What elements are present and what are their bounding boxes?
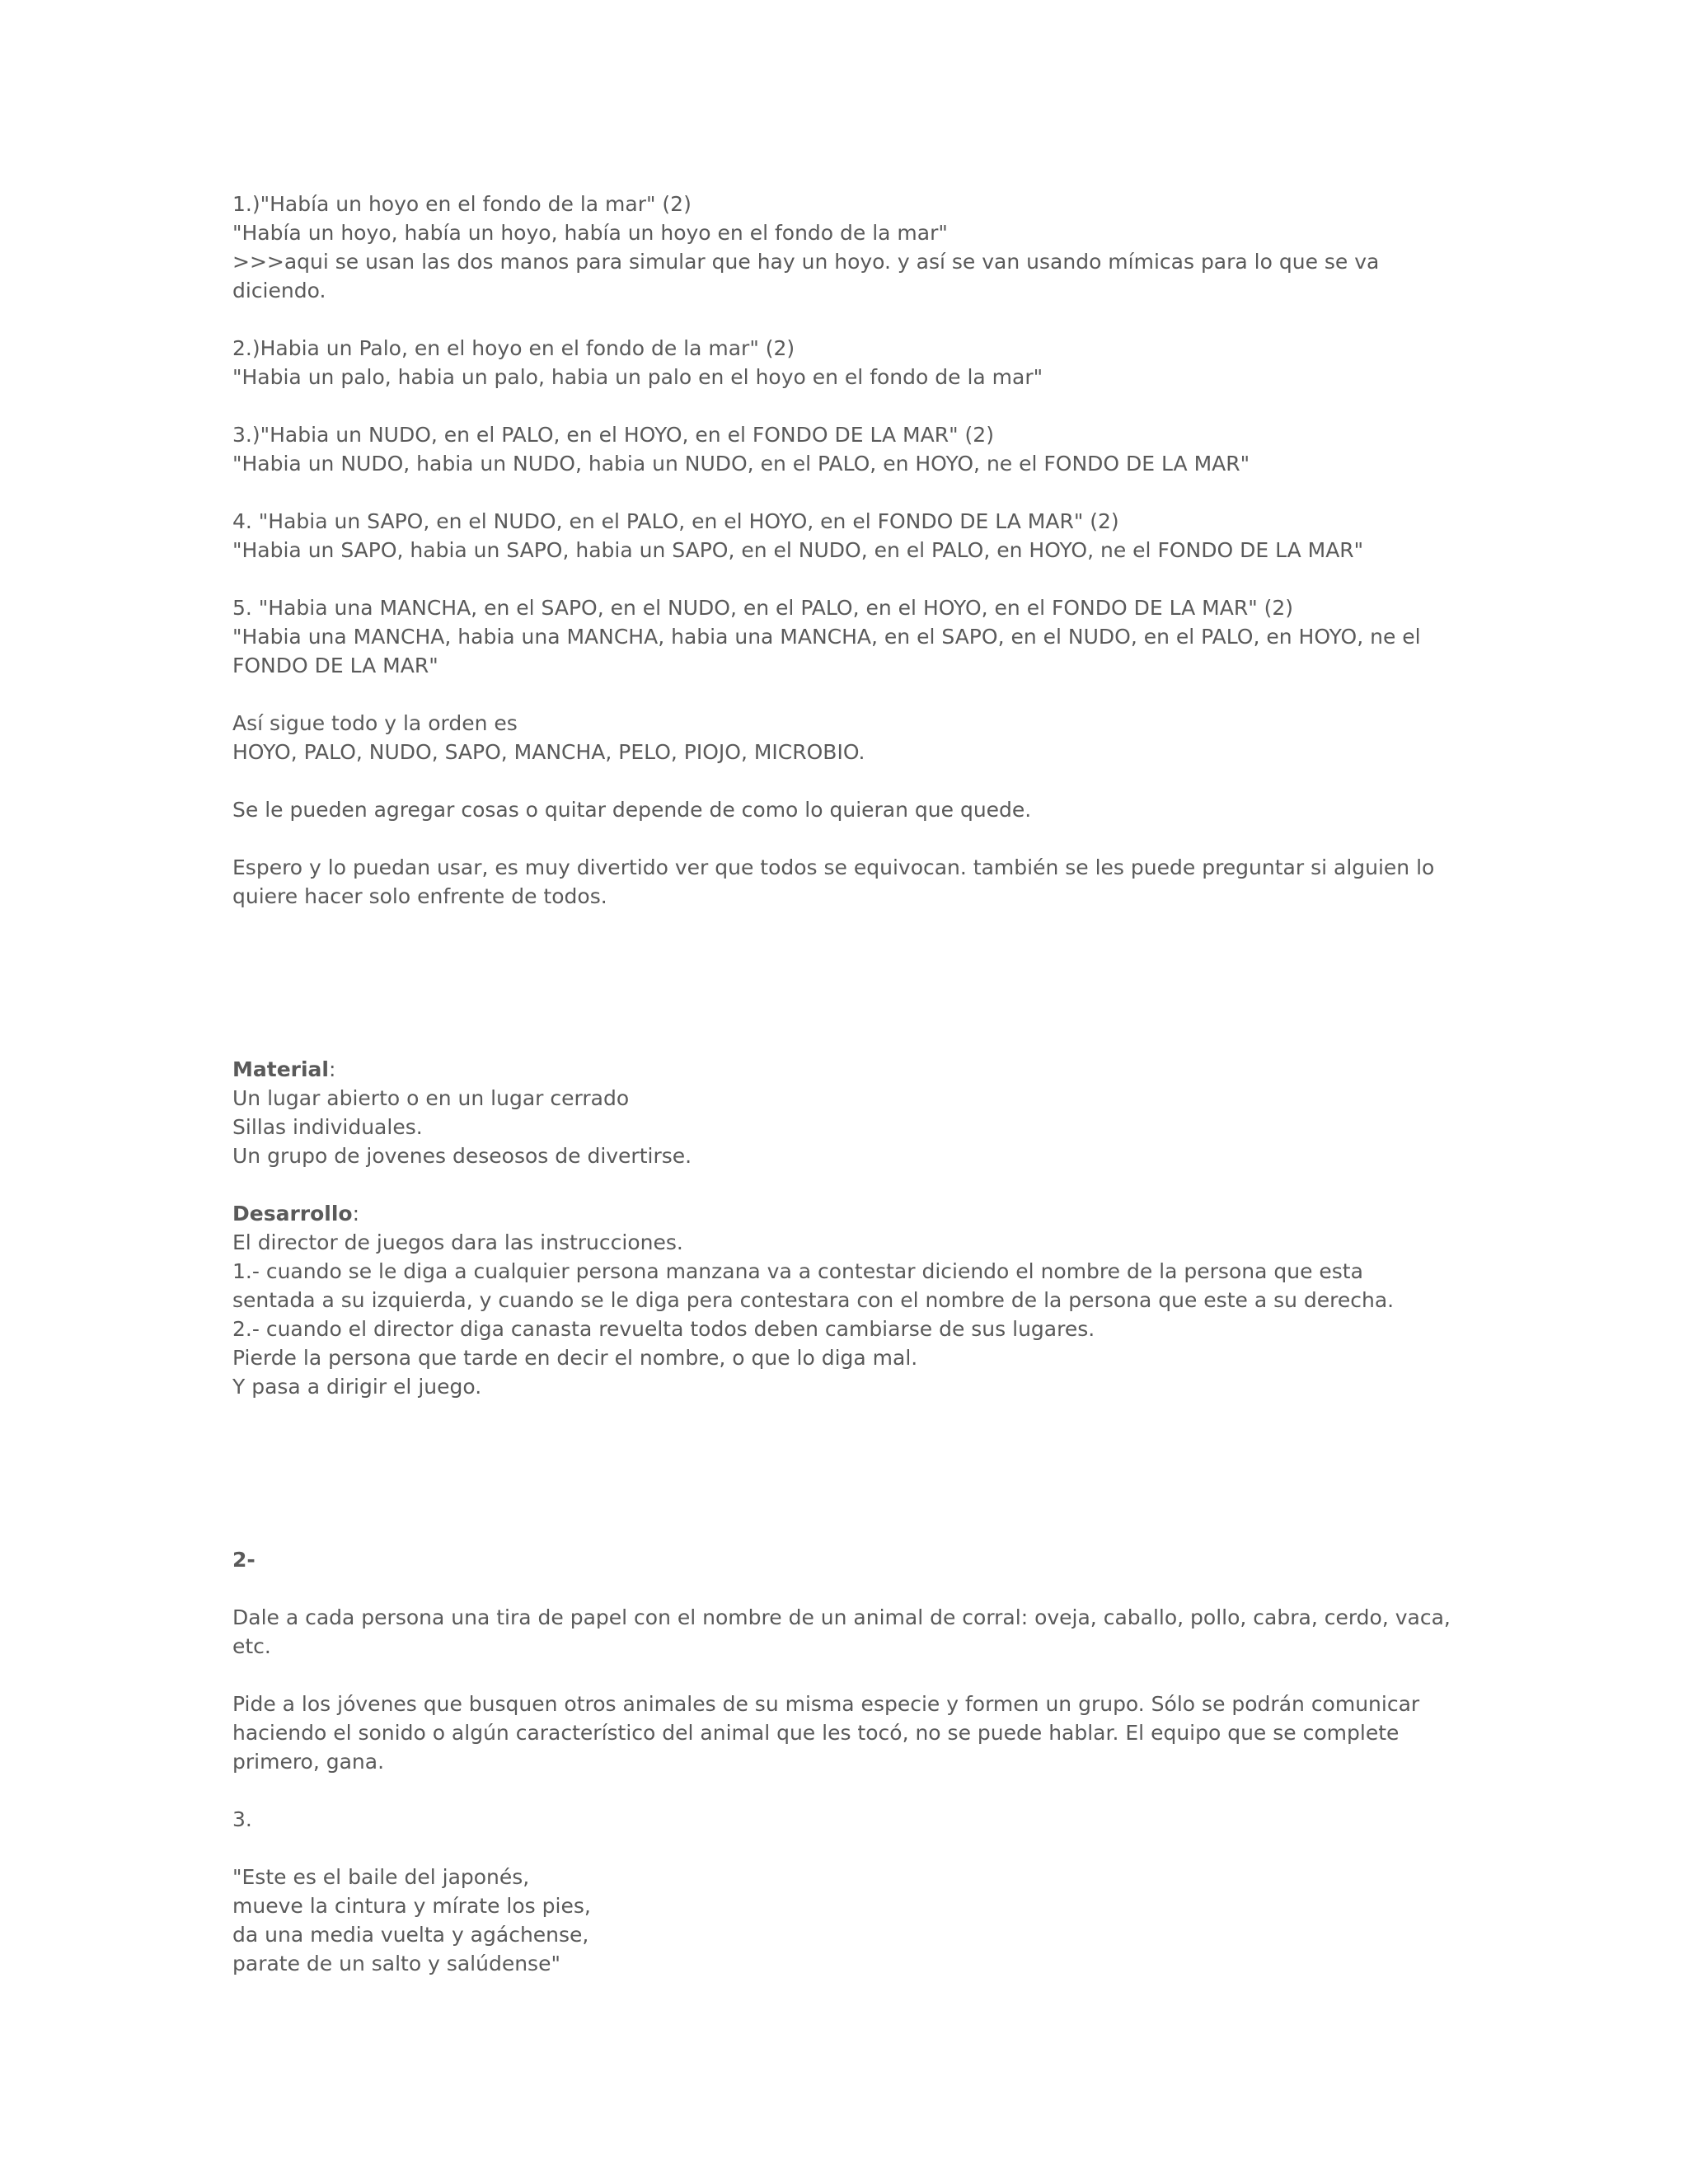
game1-material [232,1055,1452,1170]
material-label: Material [232,1057,329,1081]
text-line: da una media vuelta y agáchense, [232,1923,589,1947]
text-line: "Habia un SAPO, habia un SAPO, habia un SAPO, en el NUDO, en el PALO, en HOYO, ne el FONDO DE LA MAR" [232,538,1364,562]
text-line: Espero y lo puedan usar, es muy divertido ver que todos se equivocan. también se les puede preguntar si alguien lo quiere hacer solo enfrente de todos. [232,855,1442,908]
text-line: Pierde la persona que tarde en decir el nombre, o que lo diga mal. [232,1346,918,1370]
game3-heading-block [232,1805,1452,1834]
text-line: 2.- cuando el director diga canasta revuelta todos deben cambiarse de sus lugares. [232,1317,1095,1341]
text-line: mueve la cintura y mírate los pies, [232,1894,591,1918]
song-order [232,709,1452,766]
desarrollo-label: Desarrollo [232,1202,353,1226]
text-line: "Había un hoyo, había un hoyo, había un hoyo en el fondo de la mar" [232,221,948,245]
text-line: Sillas individuales. [232,1115,423,1139]
text-line: HOYO, PALO, NUDO, SAPO, MANCHA, PELO, PIOJO, MICROBIO. [232,740,865,764]
text-line: Dale a cada persona una tira de papel con el nombre de un animal de corral: oveja, caballo, pollo, cabra, cerdo, vaca, etc. [232,1605,1457,1658]
song-note [232,795,1452,824]
text-line: "Habia un NUDO, habia un NUDO, habia un NUDO, en el PALO, en HOYO, ne el FONDO DE LA MAR" [232,452,1250,476]
text-line: Pide a los jóvenes que busquen otros animales de su misma especie y formen un grupo. Sólo se podrán comunicar haciendo el sonido o algún característico del animal que les tocó, no se puede hablar. El equipo que se complete primero, gana. [232,1692,1427,1774]
spacer [232,940,1452,1055]
song-verse-5 [232,593,1452,680]
game2-heading: 2- [232,1548,256,1572]
text-line: 5. "Habia una MANCHA, en el SAPO, en el NUDO, en el PALO, en el HOYO, en el FONDO DE LA MAR" (2) [232,596,1294,620]
text-line: Se le pueden agregar cosas o quitar depende de como lo quieran que quede. [232,798,1032,822]
game1-desarrollo [232,1199,1452,1401]
song-closing [232,853,1452,911]
desarrollo-colon: : [352,1202,360,1226]
text-line: Un grupo de jovenes deseosos de divertirse. [232,1144,692,1168]
text-line: "Este es el baile del japonés, [232,1865,530,1889]
text-line: Y pasa a dirigir el juego. [232,1375,482,1399]
game2-para2 [232,1690,1452,1776]
text-line: Un lugar abierto o en un lugar cerrado [232,1086,630,1110]
desarrollo-heading [232,1199,1452,1228]
text-line: 1.- cuando se le diga a cualquier persona manzana va a contestar diciendo el nombre de la persona que esta sentada a su izquierda, y cuando se le diga pera contestara con el nombre de la persona que este a su derecha. [232,1259,1395,1312]
game2-para1 [232,1603,1457,1661]
text-line: >>>aqui se usan las dos manos para simular que hay un hoyo. y así se van usando mímicas para lo que se va diciendo. [232,250,1386,302]
document-body [232,190,1457,2007]
song-verse-3 [232,420,1452,478]
game3-heading: 3. [232,1807,252,1831]
song-verse-2 [232,334,1452,391]
song-verse-4 [232,507,1452,565]
text-line: "Habia un palo, habia un palo, habia un palo en el hoyo en el fondo de la mar" [232,365,1043,389]
text-line: Así sigue todo y la orden es [232,711,518,735]
text-line: "Habia una MANCHA, habia una MANCHA, habia una MANCHA, en el SAPO, en el NUDO, en el PALO, en HOYO, ne el FONDO DE LA MAR" [232,625,1428,677]
game3-lyrics [232,1863,1452,1978]
spacer [232,1430,1452,1545]
text-line: 3.)"Habia un NUDO, en el PALO, en el HOYO, en el FONDO DE LA MAR" (2) [232,423,994,447]
text-line: El director de juegos dara las instrucciones. [232,1230,683,1254]
game2-heading-block [232,1545,1452,1574]
text-line: 1.)"Había un hoyo en el fondo de la mar" (2) [232,192,692,216]
material-heading [232,1055,1452,1084]
material-colon: : [329,1057,336,1081]
text-line: 4. "Habia un SAPO, en el NUDO, en el PALO, en el HOYO, en el FONDO DE LA MAR" (2) [232,509,1119,533]
text-line: parate de un salto y salúdense" [232,1952,560,1975]
song-verse-1 [232,190,1452,305]
text-line: 2.)Habia un Palo, en el hoyo en el fondo de la mar" (2) [232,336,795,360]
